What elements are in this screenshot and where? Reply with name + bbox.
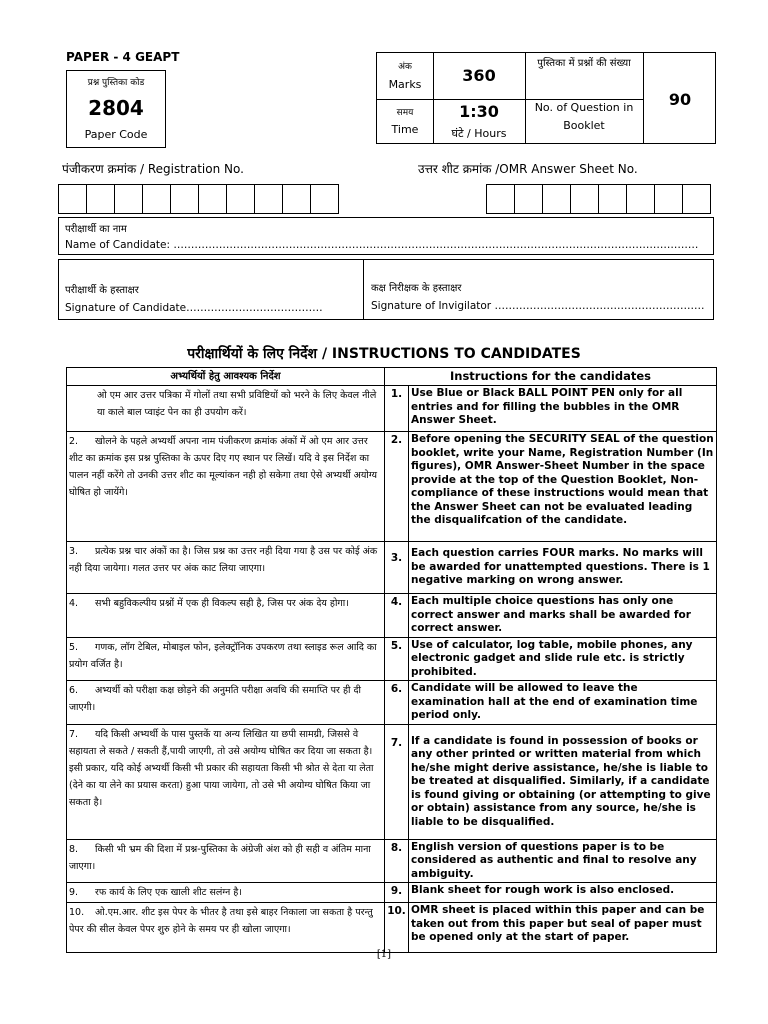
row-number: 2. — [385, 432, 409, 542]
row-hindi-text: अभ्यर्थी को परीक्षा कक्ष छोड़ने की अनुमति परीक्षा अवधि की समाप्ति पर ही दी जाएगी। — [69, 685, 361, 713]
row-number: 10. — [385, 903, 409, 953]
row-hindi-text: खोलने के पहले अभ्यर्थी अपना नाम पंजीकरण क्रमांक अंकों में ओ एम आर उत्तर शीट का क्रमांक इस प्रश्न पुस्तिका के ऊपर दिए गए स्थान पर लिखें। यदि वे इस निर्देश का पालन नहीं करेंगे तो उनकी उत्तर शीट का मूल्यांकन नही हो सकेगा तथा ऐसे अभ्यर्थी अयोग्य घोषित हो जायेंगे। — [69, 436, 378, 498]
row-hindi-text: ओ.एम.आर. शीट इस पेपर के भीतर है तथा इसे बाहर निकाला जा सकता है परन्तु पेपर की सील केवल पेपर शुरु होने के समय पर ही खोला जाएगा। — [69, 907, 373, 935]
row-english-text: OMR sheet is placed within this paper and can be taken out from this paper but seal of paper must be opened only at the start of paper. — [409, 903, 717, 953]
row-hindi-text: ओ एम आर उत्तर पत्रिका में गोलों तथा सभी प्रविष्टियों को भरने के लिए केवल नीले या काले बाल प्वाइंट पेन का ही उपयोग करें। — [97, 390, 377, 418]
row-number: 9. — [385, 883, 409, 903]
signature-box — [58, 259, 714, 320]
row-number: 8. — [385, 839, 409, 883]
row-english-text: English version of questions paper is to be considered as authentic and final to resolve any ambiguity. — [409, 839, 717, 883]
row-hindi-text: यदि किसी अभ्यर्थी के पास पुस्तकें या अन्य लिखित या छपी सामग्री, जिससे वे सहायता ले सकते / सकती हैं,पायी जाएगी, तो उसे अयोग्य घोषित कर दिया जा सकता है। इसी प्रकार, यदि कोई अभ्यर्थी किसी भी प्रकार की सहायता किसी भी श्रोत से देता या लेता (देने का या लेने का प्रयास करता) हुआ पाया जायेगा, तो उसे भी अयोग्य घोषित किया जा सकता है। — [69, 728, 374, 808]
table-row — [67, 903, 717, 953]
row-hindi-number: 6. — [69, 685, 79, 696]
questions-label: No. of Question in Booklet — [534, 101, 634, 132]
table-row — [67, 839, 717, 883]
time-label: Time — [391, 123, 419, 136]
row-number: 6. — [385, 681, 409, 725]
row-english-text: If a candidate is found in possession of books or any other printed or written material from which he/she might derive assistance, he/she is liable to be treated at disqualified. Similarly, if a candidate is found giving or obtaining (or attempting to give or obtain) assistance from any source, he/she is liable to be disqualified. — [409, 724, 717, 839]
row-hindi-text: रफ कार्य के लिए एक खाली शीट सलंग्न है। — [95, 887, 242, 898]
row-hindi-text: प्रत्येक प्रश्न चार अंकों का है। जिस प्रश्न का उत्तर नही दिया गया है उस पर कोई अंक नही दिया जायेगा। गलत उत्तर पर अंक काट लिया जाएगा। — [69, 546, 378, 574]
row-hindi-number: 3. — [69, 546, 79, 557]
paper-code-box — [66, 70, 166, 148]
row-english-text: Each question carries FOUR marks. No marks will be awarded for unattempted questions. There is 1 negative marking on wrong answer. — [409, 542, 717, 594]
table-row — [67, 386, 717, 432]
header-hindi: अभ्यर्थियों हेतु आवश्यक निर्देश — [67, 368, 385, 386]
row-number: 5. — [385, 637, 409, 681]
row-number: 1. — [385, 386, 409, 432]
row-hindi-text: सभी बहुविकल्पीय प्रश्नों में एक ही विकल्प सही है, जिस पर अंक देय होगा। — [95, 598, 349, 609]
time-unit: घंटे / Hours — [451, 127, 507, 140]
row-english-text: Blank sheet for rough work is also enclosed. — [409, 883, 717, 903]
row-english-text: Use Blue or Black BALL POINT PEN only for all entries and for filling the bubbles in the OMR Answer Sheet. — [409, 386, 717, 432]
marks-label: Marks — [388, 78, 422, 91]
table-row — [67, 637, 717, 681]
row-hindi-number: 2. — [69, 436, 79, 447]
signature-invigilator-field[interactable]: Signature of Invigilator …………………………………………………… — [371, 300, 705, 312]
row-english-text: Each multiple choice questions has only one correct answer and marks shall be awarded for correct answer. — [409, 594, 717, 638]
registration-grid[interactable] — [58, 184, 338, 214]
row-hindi-number: 9. — [69, 887, 79, 898]
omr-number-grid[interactable] — [486, 184, 710, 214]
questions-label-hindi: पुस्तिका में प्रश्नों की संख्या — [537, 58, 631, 69]
row-english-text: Before opening the SECURITY SEAL of the question booklet, write your Name, Registration Number (In figures), OMR Answer-Sheet Number in the space provide at the top of the Question Booklet, Non-compliance of these instructions would mean that the Answer Sheet can not be evaluated leading the disqualifcation of the candidate. — [409, 432, 717, 542]
marks-value: 360 — [462, 66, 496, 85]
row-number: 4. — [385, 594, 409, 638]
row-hindi-number: 5. — [69, 641, 79, 653]
exam-info-box — [376, 52, 716, 144]
row-hindi-text: किसी भी भ्रम की दिशा में प्रश्न-पुस्तिका के अंग्रेजी अंश को ही सही व अंतिम माना जाएगा। — [69, 843, 371, 872]
candidate-name-label-hindi: परीक्षार्थी का नाम — [65, 224, 127, 235]
row-hindi-number: 4. — [69, 598, 79, 609]
row-english-text: Candidate will be allowed to leave the examination hall at the end of examination time period only. — [409, 681, 717, 725]
table-row — [67, 542, 717, 594]
paper-code-label-hindi: प्रश्न पुस्तिका कोड — [87, 78, 145, 88]
page-number: [1] — [376, 949, 392, 960]
registration-label: पंजीकरण क्रमांक / Registration No. — [62, 162, 244, 176]
instructions-table — [66, 367, 717, 953]
paper-title: PAPER - 4 GEAPT — [66, 50, 180, 64]
table-row — [67, 681, 717, 725]
table-row — [67, 883, 717, 903]
omr-label: उत्तर शीट क्रमांक /OMR Answer Sheet No. — [418, 162, 638, 176]
signature-candidate-label-hindi: परीक्षार्थी के हस्ताक्षर — [65, 285, 139, 296]
paper-code: 2804 — [88, 96, 144, 120]
candidate-name-box[interactable] — [58, 217, 714, 255]
row-hindi-text: गणक, लॉग टेबिल, मोबाइल फोन, इलेक्ट्रॉनिक उपकरण तथा स्लाइड रूल आदि का प्रयोग वर्जित है। — [69, 641, 377, 670]
instructions-title: परीक्षार्थियों के लिए निर्देश / INSTRUCTIONS TO CANDIDATES — [187, 346, 581, 362]
row-english-text: Use of calculator, log table, mobile phones, any electronic gadget and slide rule etc. is strictly prohibited. — [409, 637, 717, 681]
row-hindi-number: 8. — [69, 843, 79, 855]
table-row — [67, 432, 717, 542]
time-value: 1:30 — [459, 102, 499, 121]
row-number: 3. — [385, 542, 409, 594]
table-row — [67, 724, 717, 839]
table-header-row — [67, 368, 717, 386]
table-row — [67, 594, 717, 638]
marks-label-hindi: अंक — [398, 62, 412, 72]
questions-value: 90 — [668, 90, 692, 109]
signature-candidate-field[interactable]: Signature of Candidate………………………………… — [65, 302, 323, 314]
row-hindi-number: 7. — [69, 728, 79, 740]
paper-code-label: Paper Code — [84, 128, 148, 141]
header-english: Instructions for the candidates — [385, 368, 717, 386]
time-label-hindi: समय — [396, 108, 414, 118]
row-number: 7. — [385, 724, 409, 839]
row-hindi-number: 10. — [69, 907, 85, 918]
candidate-name-label: Name of Candidate: …………………………………………………………………………………………………………………………………… — [65, 239, 699, 251]
signature-invigilator-label-hindi: कक्ष निरीक्षक के हस्ताक्षर — [371, 283, 462, 294]
